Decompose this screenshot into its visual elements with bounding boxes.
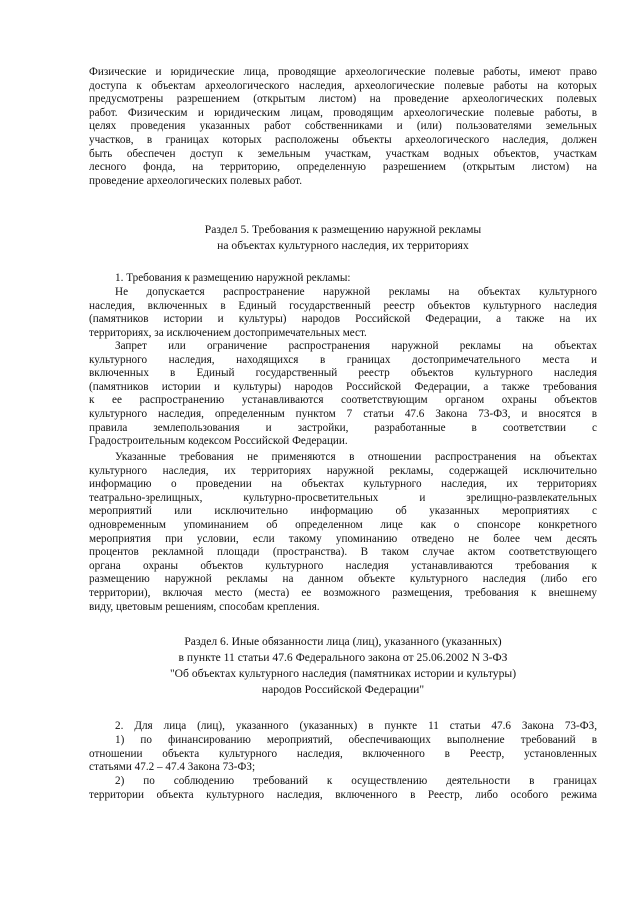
text-line: доступа к объектам археологического наследия, археологические полевые работы на которых bbox=[89, 79, 597, 92]
heading-line: в пункте 11 статьи 47.6 Федерального закона от 25.06.2002 N 3-ФЗ bbox=[178, 651, 508, 664]
text-line: территории объекта культурного наследия, включенного в Реестр, либо особого режима bbox=[89, 788, 597, 801]
text-line: наследия, включенных в Единый государственный реестр объектов культурного наследия bbox=[89, 299, 597, 312]
text-line: культурного наследия, находящихся в границах достопримечательного места и bbox=[89, 353, 597, 366]
text-line: отношении объекта культурного наследия, включенного в Реестр, установленных bbox=[89, 747, 597, 760]
text-line: Не допускается распространение наружной рекламы на объектах культурного bbox=[115, 286, 597, 298]
text-line: виду, цветовым решениям, способам крепления. bbox=[89, 600, 320, 613]
text-line: 2) по соблюдению требований к осуществлению деятельности в границах bbox=[115, 775, 597, 787]
heading-line: на объектах культурного наследия, их территориях bbox=[217, 239, 469, 252]
text-line: культурного наследия, определенным пунктом 7 статьи 47.6 Закона 73-ФЗ, и вносятся в bbox=[89, 407, 597, 420]
text-line: территориях, за исключением достопримечательных мест. bbox=[89, 326, 367, 339]
text-line: к ее распространению устанавливаются соответствующим органом охраны объектов bbox=[89, 394, 597, 407]
text-line: мероприятия при условии, если такому упоминанию отведено не более чем десять bbox=[89, 532, 597, 545]
text-line: 1) по финансированию мероприятий, обеспечивающих выполнение требований в bbox=[115, 734, 597, 746]
paragraph-intro bbox=[89, 66, 597, 188]
paragraph-duty-1 bbox=[89, 734, 597, 775]
text-line: статьями 47.2 – 47.4 Закона 73-ФЗ; bbox=[89, 761, 256, 774]
text-line: проведение археологических полевых работ. bbox=[89, 174, 303, 187]
paragraph-duty-2 bbox=[89, 775, 597, 802]
text-line: Физические и юридические лица, проводящие археологические полевые работы, имеют право bbox=[89, 66, 597, 78]
text-line: целях проведения указанных работ собственниками и (или) пользователями земельных bbox=[89, 120, 597, 133]
text-line: 2. Для лица (лиц), указанного (указанных) в пункте 11 статьи 47.6 Закона 73-ФЗ, bbox=[115, 720, 597, 732]
section-6-heading bbox=[89, 634, 597, 698]
text-line: Запрет или ограничение распространения наружной рекламы на объектах bbox=[115, 340, 597, 352]
heading-line: Раздел 6. Иные обязанности лица (лиц), указанного (указанных) bbox=[184, 635, 502, 648]
text-line: работ. Физическим и юридическим лицам, проводящим археологические полевые работы, в bbox=[89, 106, 597, 119]
paragraph-ad-2 bbox=[89, 340, 597, 449]
text-line: Градостроительным кодексом Российской Федерации. bbox=[89, 435, 348, 448]
text-line: размещению наружной рекламы на данном объекте культурного наследия (либо его bbox=[89, 573, 597, 586]
text-line: (памятников истории и культуры) народов Российской Федерации, а также требования bbox=[89, 380, 597, 393]
text-line: театрально-зрелищных, культурно-просветительных и зрелищно-развлекательных bbox=[89, 491, 597, 504]
text-line: культурного наследия, их территориях наружной рекламы, содержащей исключительно bbox=[89, 464, 597, 477]
text-line: (памятников истории и культуры) народов Российской Федерации, а также на их bbox=[89, 313, 597, 326]
section-5-heading bbox=[89, 222, 597, 254]
text-line: Указанные требования не применяются в отношении распространения на объектах bbox=[115, 451, 597, 463]
text-line: органа охраны объектов культурного наследия устанавливаются требования к bbox=[89, 559, 597, 572]
text-line: мероприятий или исключительно информацию об указанных мероприятиях с bbox=[89, 505, 597, 518]
text-line: территории), включая место (места) ее возможного размещения, требования к внешнему bbox=[89, 586, 597, 599]
heading-line: Раздел 5. Требования к размещению наружной рекламы bbox=[204, 223, 482, 236]
text-line: включенных в Единый государственный реестр объектов культурного наследия bbox=[89, 367, 597, 380]
item-1-heading bbox=[89, 272, 597, 286]
item-2-heading bbox=[89, 720, 597, 734]
text-line: 1. Требования к размещению наружной рекламы: bbox=[115, 272, 351, 284]
text-line: участков, в границах которых расположены объекты археологического наследия, должен bbox=[89, 133, 597, 146]
heading-line: "Об объектах культурного наследия (памятниках истории и культуры) bbox=[169, 667, 517, 680]
text-line: правила землепользования и застройки, разработанные в соответствии с bbox=[89, 421, 597, 434]
text-line: лесного фонда, на территорию, определенную разрешением (открытым листом) на bbox=[89, 161, 597, 174]
text-line: процентов рекламной площади (пространства). В таком случае актом соответствующего bbox=[89, 546, 597, 559]
text-line: информацию о проведении на объектах культурного наследия, их территориях bbox=[89, 478, 597, 491]
text-line: предусмотрены разрешением (открытым листом) на проведение археологических полевых bbox=[89, 93, 597, 106]
text-line: одновременным упоминанием об определенном лице как о спонсоре конкретного bbox=[89, 518, 597, 531]
text-line: быть обеспечен доступ к земельным участкам, участкам водных объектов, участкам bbox=[89, 147, 597, 160]
heading-line: народов Российской Федерации" bbox=[261, 683, 425, 696]
paragraph-ad-3 bbox=[89, 451, 597, 614]
paragraph-ad-1 bbox=[89, 286, 597, 340]
